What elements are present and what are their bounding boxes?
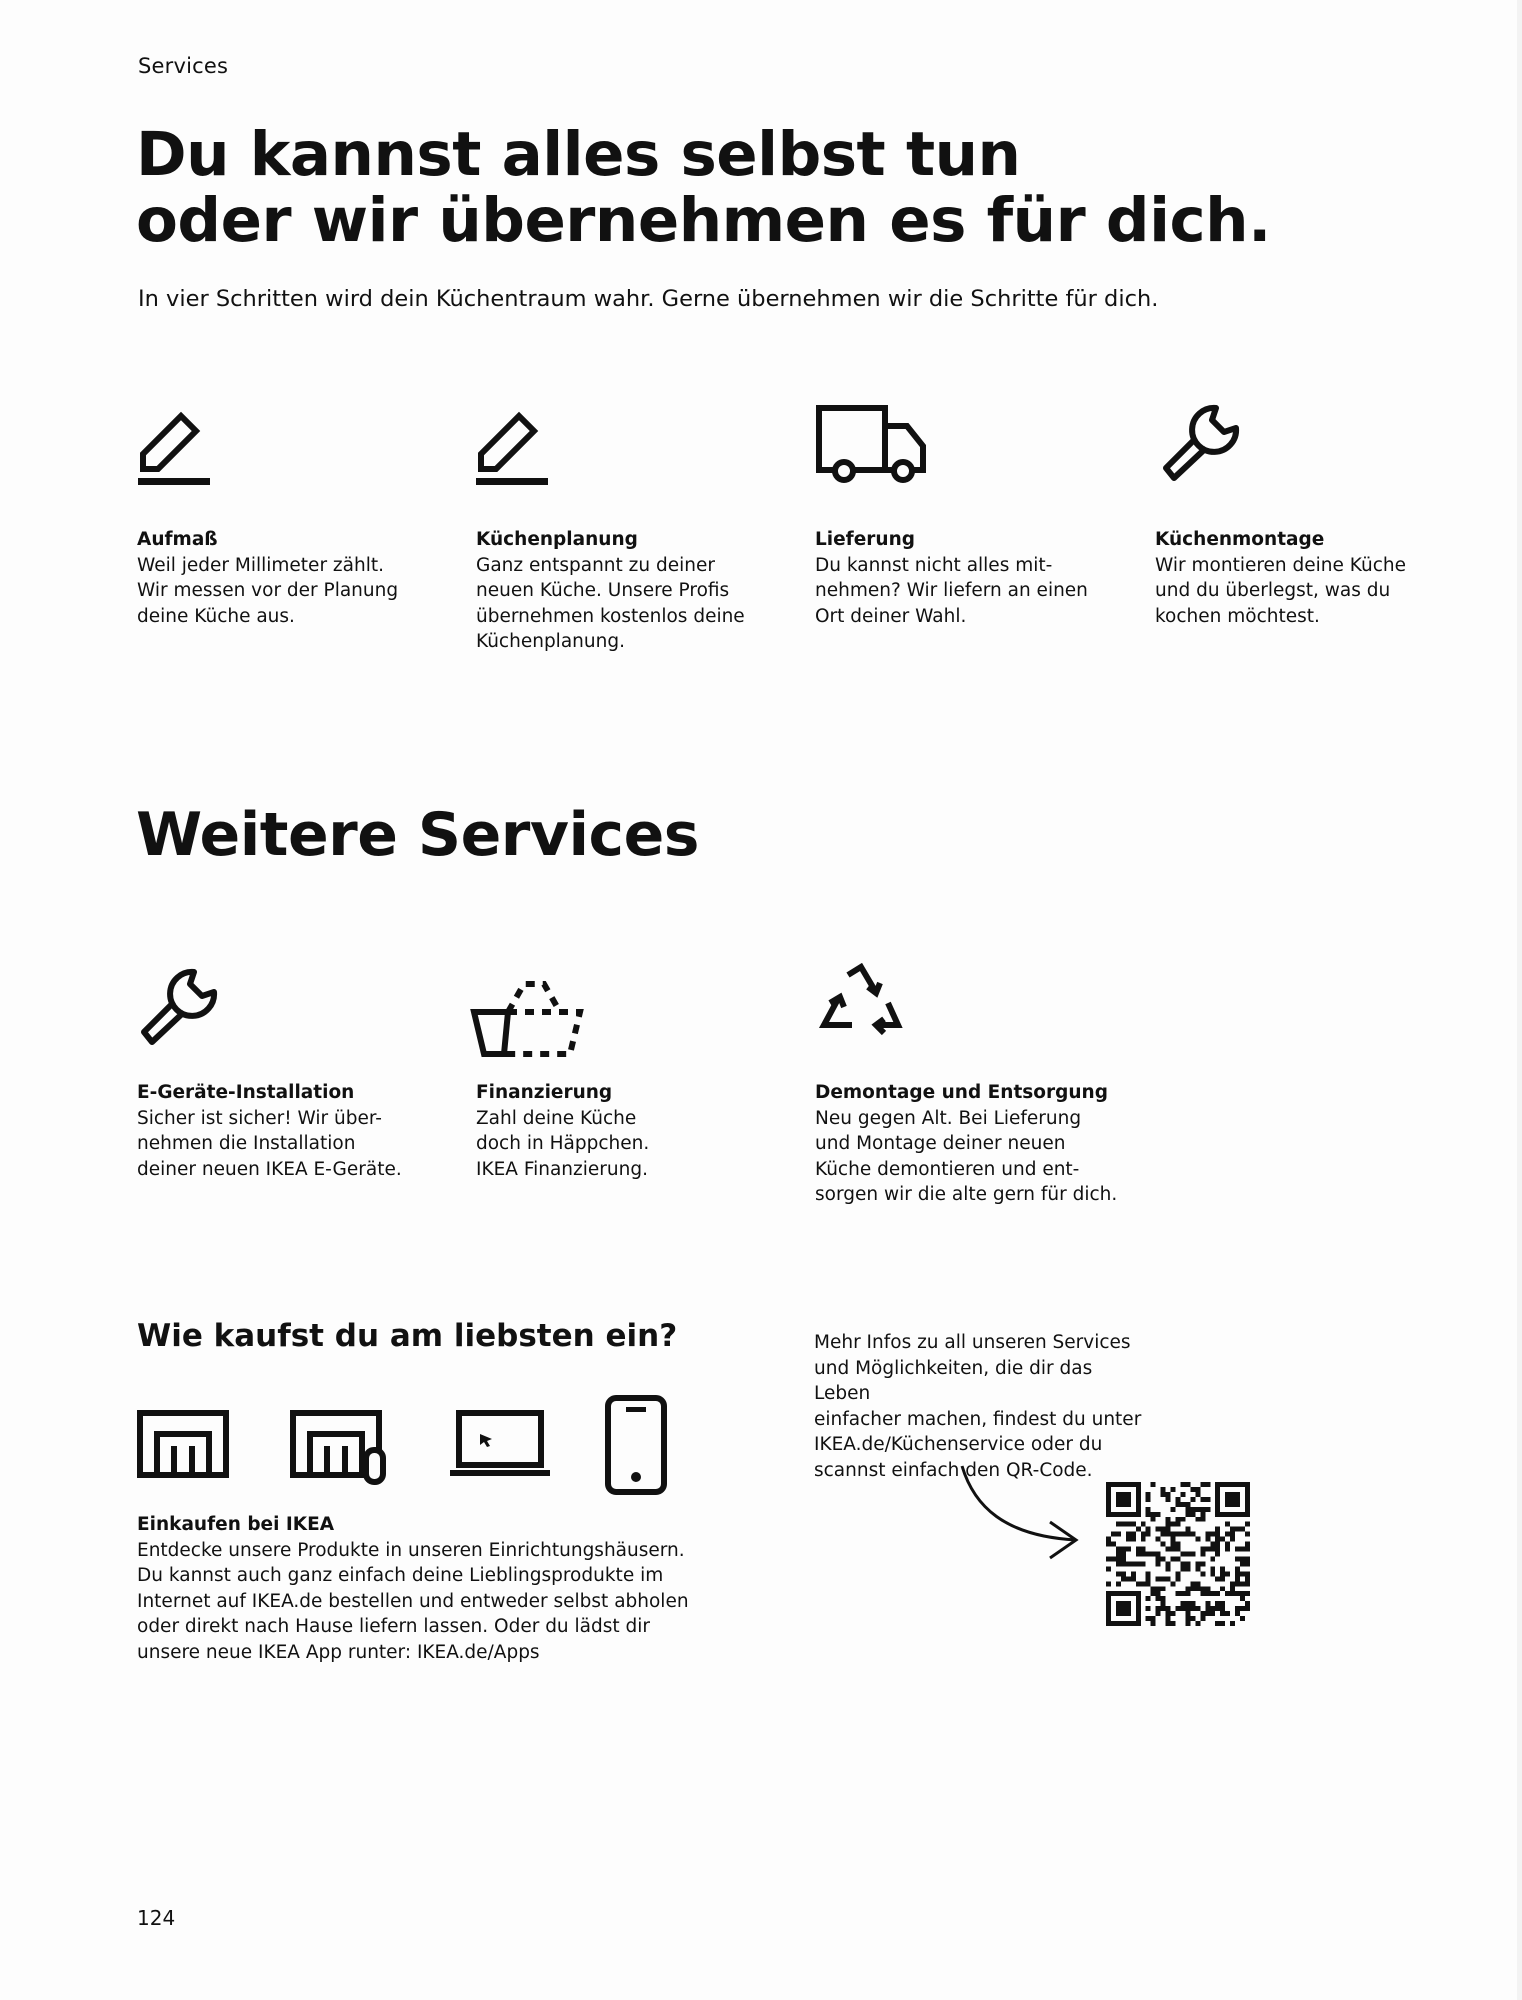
- page-edge: [1517, 0, 1522, 2000]
- service-text: Neu gegen Alt. Bei Lieferung und Montage deiner neuen Küche demontieren und ent- sorgen wir die alte gern für dich.: [815, 1107, 1118, 1206]
- smartphone-icon: [605, 1395, 667, 1495]
- wrench-icon: [1158, 402, 1242, 486]
- step-text: Du kannst nicht alles mit- nehmen? Wir liefern an einen Ort deiner Wahl.: [815, 554, 1088, 627]
- page-number: 124: [137, 1906, 176, 1930]
- pencil-ruler-icon: [474, 408, 554, 488]
- step-planning: [476, 527, 796, 655]
- headline-line-1: Du kannst alles selbst tun: [136, 119, 1021, 190]
- shopping-text: Entdecke unsere Produkte in unseren Einrichtungshäusern. Du kannst auch ganz einfach deine Lieblingsprodukte im Internet auf IKEA.de bestellen und entweder selbst abholen oder direkt nach Hause liefern lassen. Oder du lädst dir unsere neue IKEA App runter: IKEA.de/Apps: [137, 1539, 689, 1663]
- shopping-info: [137, 1512, 697, 1666]
- step-text: Weil jeder Millimeter zählt. Wir messen vor der Planung deine Küche aus.: [137, 554, 399, 627]
- service-text: Sicher ist sicher! Wir über- nehmen die Installation deiner neuen IKEA E-Geräte.: [137, 1107, 402, 1180]
- page-headline: [136, 119, 1336, 256]
- step-title: Aufmaß: [137, 529, 218, 550]
- pencil-ruler-icon: [136, 408, 216, 488]
- store-icon: [137, 1410, 229, 1478]
- arrow-icon: [958, 1462, 1084, 1564]
- step-assembly: [1155, 527, 1475, 629]
- more-services-heading: Weitere Services: [136, 800, 699, 870]
- shopping-heading: Wie kaufst du am liebsten ein?: [137, 1318, 678, 1354]
- service-title: E-Geräte-Installation: [137, 1082, 355, 1103]
- step-title: Lieferung: [815, 529, 915, 550]
- step-measure: [137, 527, 457, 629]
- qr-code[interactable]: [1106, 1482, 1250, 1626]
- more-info-text: Mehr Infos zu all unseren Services und Möglichkeiten, die dir das Leben einfacher machen, findest du unter IKEA.de/Küchenservice oder du scannst einfach den QR-Code.: [814, 1332, 1142, 1481]
- step-delivery: [815, 527, 1135, 629]
- headline-line-2: oder wir übernehmen es für dich.: [136, 185, 1271, 256]
- service-text: Zahl deine Küche doch in Häppchen. IKEA Finanzierung.: [476, 1107, 650, 1180]
- service-appliance-installation: [137, 1080, 457, 1182]
- section-label: Services: [138, 54, 229, 78]
- recycle-icon: [818, 963, 904, 1049]
- service-financing: [476, 1080, 796, 1182]
- step-text: Ganz entspannt zu deiner neuen Küche. Unsere Profis übernehmen kostenlos deine Küchenplanung.: [476, 554, 745, 653]
- step-text: Wir montieren deine Küche und du überlegst, was du kochen möchtest.: [1155, 554, 1407, 627]
- step-title: Küchenmontage: [1155, 529, 1325, 550]
- service-disposal: [815, 1080, 1175, 1208]
- step-title: Küchenplanung: [476, 529, 638, 550]
- laptop-icon: [450, 1410, 550, 1478]
- shopping-title: Einkaufen bei IKEA: [137, 1514, 335, 1535]
- delivery-truck-icon: [815, 404, 931, 484]
- click-collect-icon: [290, 1410, 390, 1486]
- service-title: Finanzierung: [476, 1082, 613, 1103]
- wrench-icon: [136, 966, 220, 1050]
- split-bag-icon: [468, 976, 584, 1060]
- service-title: Demontage und Entsorgung: [815, 1082, 1108, 1103]
- page-subline: In vier Schritten wird dein Küchentraum wahr. Gerne übernehmen wir die Schritte für dich.: [138, 286, 1159, 312]
